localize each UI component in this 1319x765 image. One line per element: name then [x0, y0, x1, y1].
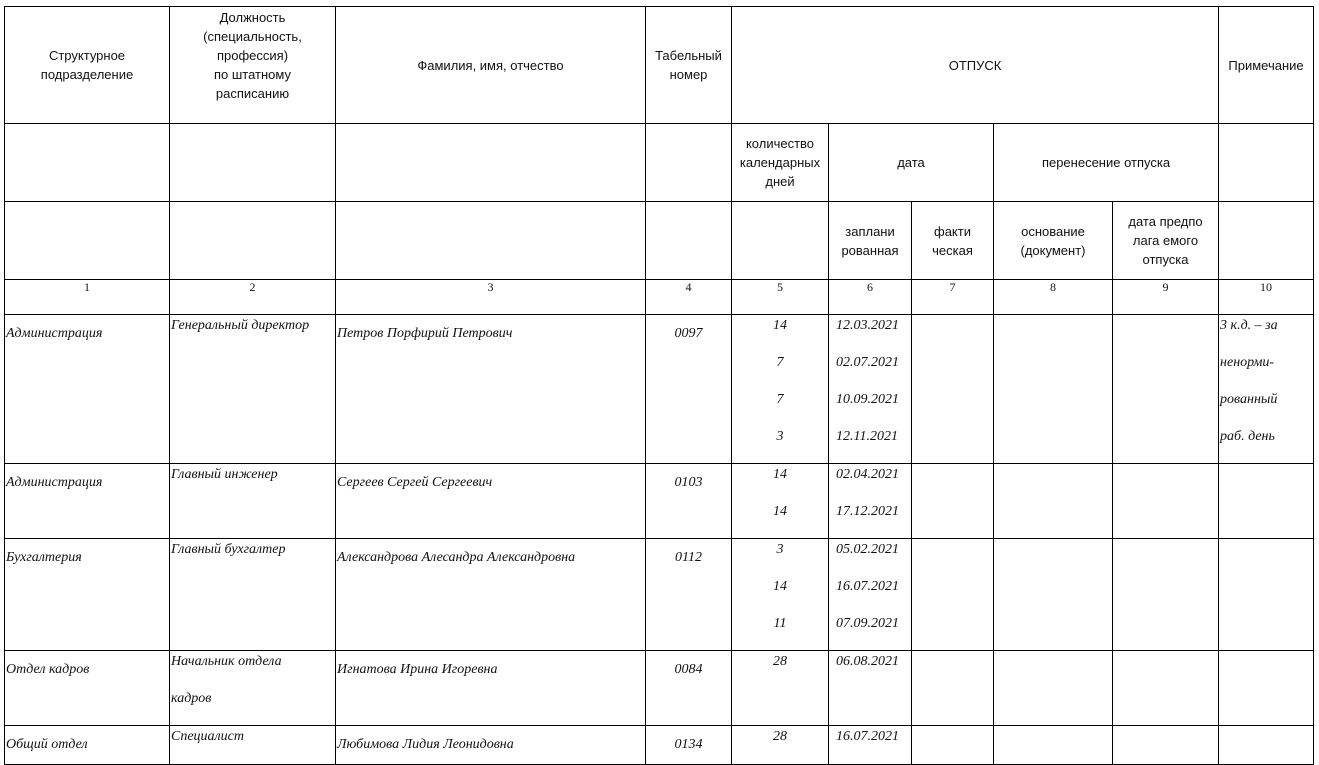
header-actual: факти ческая [912, 202, 994, 280]
planned-date-cell [829, 726, 912, 765]
actual-date-cell [912, 315, 994, 464]
planned-date-cell [829, 651, 912, 726]
tab-number-cell: 0112 [646, 539, 732, 651]
days-value: 14 [773, 579, 787, 594]
expected-date-cell [1113, 651, 1219, 726]
planned-date-value: 02.07.2021 [836, 355, 899, 370]
days-value: 11 [773, 616, 787, 631]
header-empty-cell [646, 124, 732, 202]
employee-rows [5, 315, 1314, 765]
unit-cell: Общий отдел [5, 726, 170, 765]
fio-cell: Любимова Лидия Леонидовна [336, 726, 646, 765]
days-value: 3 [776, 542, 784, 557]
actual-date-cell [912, 539, 994, 651]
days-value: 3 [776, 429, 784, 444]
fio-cell: Александрова Алесандра Александровна [336, 539, 646, 651]
table-row [5, 315, 1314, 464]
note-cell [1219, 464, 1314, 539]
days-value: 7 [776, 355, 784, 370]
header-empty-cell [336, 202, 646, 280]
basis-cell [994, 651, 1113, 726]
planned-date-cell [829, 315, 912, 464]
column-number: 1 [5, 280, 170, 315]
position-cell [170, 726, 336, 765]
column-number: 9 [1113, 280, 1219, 315]
header-empty-cell [732, 202, 829, 280]
basis-cell [994, 464, 1113, 539]
days-cell [732, 651, 829, 726]
column-number: 2 [170, 280, 336, 315]
header-empty-cell [646, 202, 732, 280]
header-row-2 [5, 124, 1314, 202]
note-line: рованный [1220, 392, 1278, 407]
note-line: 3 к.д. – за [1220, 318, 1278, 333]
table-row [5, 651, 1314, 726]
fio-cell: Сергеев Сергей Сергеевич [336, 464, 646, 539]
header-empty-cell [1219, 202, 1314, 280]
basis-cell [994, 315, 1113, 464]
planned-date-value: 10.09.2021 [836, 392, 899, 407]
header-date: дата [829, 124, 994, 202]
days-value: 14 [773, 318, 787, 333]
days-cell [732, 464, 829, 539]
tab-number-cell: 0084 [646, 651, 732, 726]
table-row [5, 539, 1314, 651]
expected-date-cell [1113, 315, 1219, 464]
header-row-3 [5, 202, 1314, 280]
header-transfer: перенесение отпуска [994, 124, 1219, 202]
planned-date-cell [829, 464, 912, 539]
column-number: 4 [646, 280, 732, 315]
actual-date-cell [912, 726, 994, 765]
header-position: Должность (специальность, профессия) по штатному расписанию [170, 7, 336, 124]
position-line: Главный бухгалтер [171, 542, 286, 557]
header-empty-cell [5, 124, 170, 202]
column-number: 3 [336, 280, 646, 315]
header-basis: основание (документ) [994, 202, 1113, 280]
table-row [5, 726, 1314, 765]
planned-date-cell [829, 539, 912, 651]
position-cell [170, 651, 336, 726]
position-line: Генеральный директор [171, 318, 310, 333]
column-number: 8 [994, 280, 1113, 315]
header-unit: Структурное подразделение [5, 7, 170, 124]
actual-date-cell [912, 651, 994, 726]
planned-date-value: 05.02.2021 [836, 542, 899, 557]
note-cell [1219, 726, 1314, 765]
unit-cell: Администрация [5, 315, 170, 464]
position-cell [170, 315, 336, 464]
header-empty-cell [1219, 124, 1314, 202]
days-value: 7 [776, 392, 784, 407]
days-cell [732, 539, 829, 651]
fio-cell: Петров Порфирий Петрович [336, 315, 646, 464]
header-note: Примечание [1219, 7, 1314, 124]
header-empty-cell [170, 202, 336, 280]
position-line: Специалист [171, 729, 244, 744]
note-cell [1219, 315, 1314, 464]
note-cell [1219, 651, 1314, 726]
planned-date-value: 17.12.2021 [836, 504, 899, 519]
table-row [5, 464, 1314, 539]
unit-cell: Администрация [5, 464, 170, 539]
expected-date-cell [1113, 726, 1219, 765]
basis-cell [994, 539, 1113, 651]
header-tab-number: Табельный номер [646, 7, 732, 124]
unit-cell: Бухгалтерия [5, 539, 170, 651]
header-vacation: ОТПУСК [732, 7, 1219, 124]
days-cell [732, 315, 829, 464]
position-cell [170, 539, 336, 651]
header-fio: Фамилия, имя, отчество [336, 7, 646, 124]
unit-cell: Отдел кадров [5, 651, 170, 726]
header-planned: заплани рованная [829, 202, 912, 280]
days-cell [732, 726, 829, 765]
position-cell [170, 464, 336, 539]
tab-number-cell: 0097 [646, 315, 732, 464]
header-empty-cell [336, 124, 646, 202]
tab-number-cell: 0103 [646, 464, 732, 539]
header-expected: дата предпо лага емого отпуска [1113, 202, 1219, 280]
planned-date-value: 16.07.2021 [836, 579, 899, 594]
expected-date-cell [1113, 464, 1219, 539]
column-number: 10 [1219, 280, 1314, 315]
note-cell [1219, 539, 1314, 651]
fio-cell: Игнатова Ирина Игоревна [336, 651, 646, 726]
note-line: раб. день [1220, 429, 1275, 444]
vacation-schedule-table [4, 6, 1314, 765]
position-line: Главный инженер [171, 467, 278, 482]
expected-date-cell [1113, 539, 1219, 651]
tab-number-cell: 0134 [646, 726, 732, 765]
note-line: ненорми- [1220, 355, 1275, 370]
planned-date-value: 16.07.2021 [836, 729, 899, 744]
header-row-1 [5, 7, 1314, 124]
column-number: 6 [829, 280, 912, 315]
header-empty-cell [5, 202, 170, 280]
basis-cell [994, 726, 1113, 765]
planned-date-value: 12.03.2021 [836, 318, 899, 333]
header-empty-cell [170, 124, 336, 202]
days-value: 28 [773, 654, 787, 669]
planned-date-value: 06.08.2021 [836, 654, 899, 669]
days-value: 14 [773, 504, 787, 519]
days-value: 28 [773, 729, 787, 744]
days-value: 14 [773, 467, 787, 482]
column-number: 7 [912, 280, 994, 315]
actual-date-cell [912, 464, 994, 539]
planned-date-value: 12.11.2021 [836, 429, 898, 444]
column-number-row [5, 280, 1314, 315]
column-number: 5 [732, 280, 829, 315]
header-days: количество календарных дней [732, 124, 829, 202]
position-line: Начальник отдела [171, 654, 282, 669]
planned-date-value: 07.09.2021 [836, 616, 899, 631]
planned-date-value: 02.04.2021 [836, 467, 899, 482]
position-line: кадров [171, 691, 212, 706]
